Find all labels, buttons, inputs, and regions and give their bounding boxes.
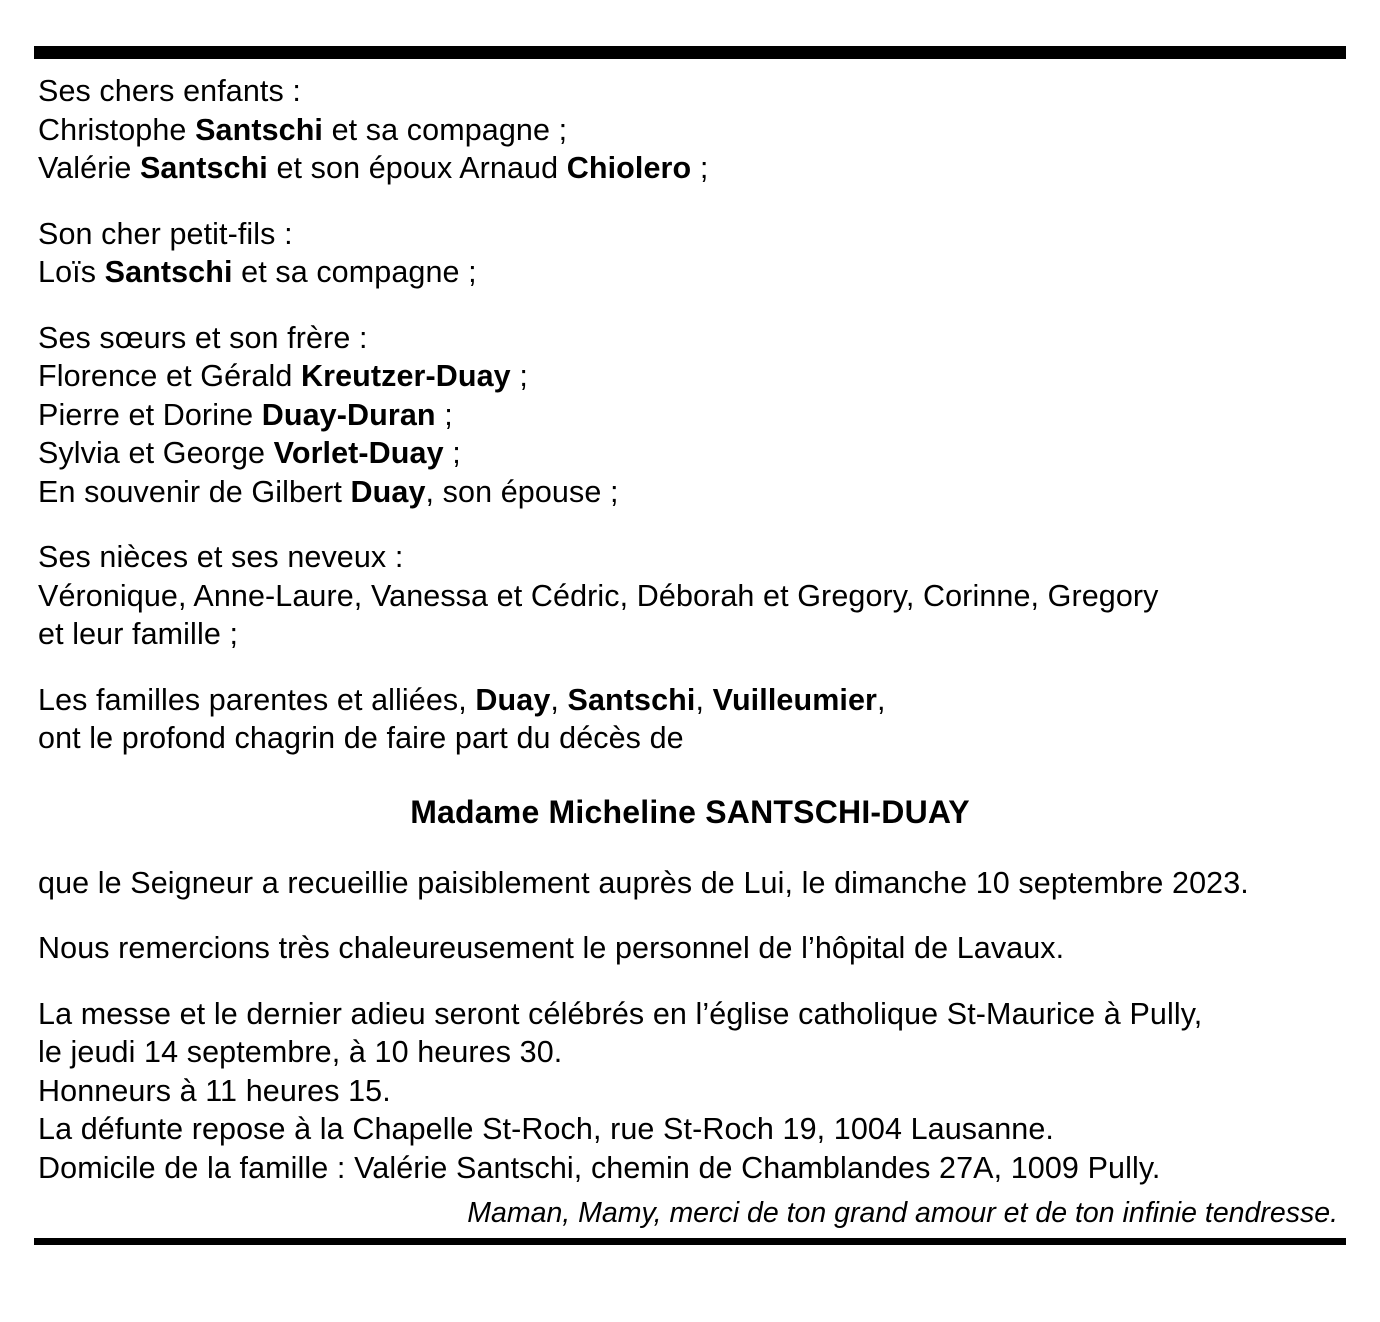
section-siblings xyxy=(38,319,1342,512)
text-run: et son époux Arnaud xyxy=(267,151,567,185)
text-run: En souvenir de Gilbert xyxy=(38,474,351,509)
text-line xyxy=(38,72,1342,111)
text-line xyxy=(38,577,1342,616)
name-emphasis: Kreutzer-Duay xyxy=(300,359,511,393)
section-grandson xyxy=(38,215,1342,292)
text-line: Domicile de la famille : Valérie Santschi, chemin de Chamblandes 27A, 1009 Pully. xyxy=(38,1150,1161,1185)
text-run: Son cher petit-fils : xyxy=(38,216,293,251)
text-run: et leur famille ; xyxy=(38,617,239,651)
text-run: Florence et Gérald xyxy=(38,359,301,393)
text-run: ont le profond chagrin de faire part du décès de xyxy=(38,721,684,755)
text-run: Ses nièces et ses neveux : xyxy=(38,540,404,574)
top-rule-divider xyxy=(34,46,1346,59)
text-run: Sylvia et George xyxy=(38,436,274,470)
text-run: Ses sœurs et son frère : xyxy=(38,320,368,355)
text-run: ; xyxy=(443,436,461,470)
text-run: ; xyxy=(435,397,453,432)
paragraph-passing xyxy=(38,864,1342,903)
text-run: , xyxy=(877,682,886,717)
notice-body xyxy=(38,72,1342,1214)
text-line xyxy=(38,215,1342,254)
family-sections xyxy=(38,72,1342,758)
text-run: Les familles parentes et alliées, xyxy=(38,682,476,717)
text-line: Nous remercions très chaleureusement le personnel de l’hôpital de Lavaux. xyxy=(38,931,1065,965)
paragraph-ceremony xyxy=(38,995,1342,1188)
text-line xyxy=(38,473,1342,512)
text-run: ; xyxy=(510,359,528,393)
text-line xyxy=(38,681,1342,720)
name-emphasis: Vuilleumier xyxy=(712,682,878,717)
name-emphasis: Santschi xyxy=(567,682,696,717)
text-run: et sa compagne ; xyxy=(323,112,568,147)
text-run: Loïs xyxy=(38,255,105,289)
text-line xyxy=(38,149,1342,188)
name-emphasis: Duay xyxy=(350,474,426,509)
text-line: La messe et le dernier adieu seront célébrés en l’église catholique St-Maurice à Pully, xyxy=(38,996,1203,1031)
text-run: Valérie xyxy=(38,151,140,185)
text-line: que le Seigneur a recueillie paisiblement auprès de Lui, le dimanche 10 septembre 2023. xyxy=(38,865,1249,900)
text-run: Véronique, Anne-Laure, Vanessa et Cédric, Déborah et Gregory, Corinne, Gregory xyxy=(38,578,1159,613)
closing-dedication: Maman, Mamy, merci de ton grand amour et de ton infinie tendresse. xyxy=(467,1197,1338,1229)
section-families xyxy=(38,681,1342,758)
text-line xyxy=(38,357,1342,396)
text-line xyxy=(38,434,1342,473)
name-emphasis: Duay xyxy=(475,682,551,717)
text-run: , xyxy=(550,682,568,717)
announcement-paragraphs xyxy=(38,864,1342,1188)
name-emphasis: Chiolero xyxy=(566,151,692,185)
text-line xyxy=(38,719,1342,758)
text-line xyxy=(38,396,1342,435)
text-line xyxy=(38,538,1342,577)
name-emphasis: Santschi xyxy=(195,112,324,147)
text-run: Pierre et Dorine xyxy=(38,397,262,432)
text-line xyxy=(38,319,1342,358)
text-line xyxy=(38,253,1342,292)
text-run: Ses chers enfants : xyxy=(38,74,301,108)
section-children xyxy=(38,72,1342,188)
paragraph-thanks xyxy=(38,929,1342,968)
name-emphasis: Santschi xyxy=(139,151,268,185)
name-emphasis: Santschi xyxy=(104,255,233,289)
name-emphasis: Vorlet-Duay xyxy=(273,436,444,470)
text-run: , xyxy=(695,682,713,717)
text-line: le jeudi 14 septembre, à 10 heures 30. xyxy=(38,1035,563,1069)
text-line xyxy=(38,111,1342,150)
deceased-name: Madame Micheline SANTSCHI-DUAY xyxy=(410,793,970,830)
text-run: Christophe xyxy=(38,112,196,147)
section-nieces-nephews xyxy=(38,538,1342,654)
bottom-rule-divider xyxy=(34,1238,1346,1245)
text-line xyxy=(38,615,1342,654)
name-emphasis: Duay-Duran xyxy=(261,397,436,432)
text-run: et sa compagne ; xyxy=(232,255,477,289)
text-line: Honneurs à 11 heures 15. xyxy=(38,1073,391,1108)
text-line: La défunte repose à la Chapelle St-Roch, rue St-Roch 19, 1004 Lausanne. xyxy=(38,1112,1054,1146)
text-run: , son épouse ; xyxy=(425,474,619,509)
text-run: ; xyxy=(691,151,709,185)
